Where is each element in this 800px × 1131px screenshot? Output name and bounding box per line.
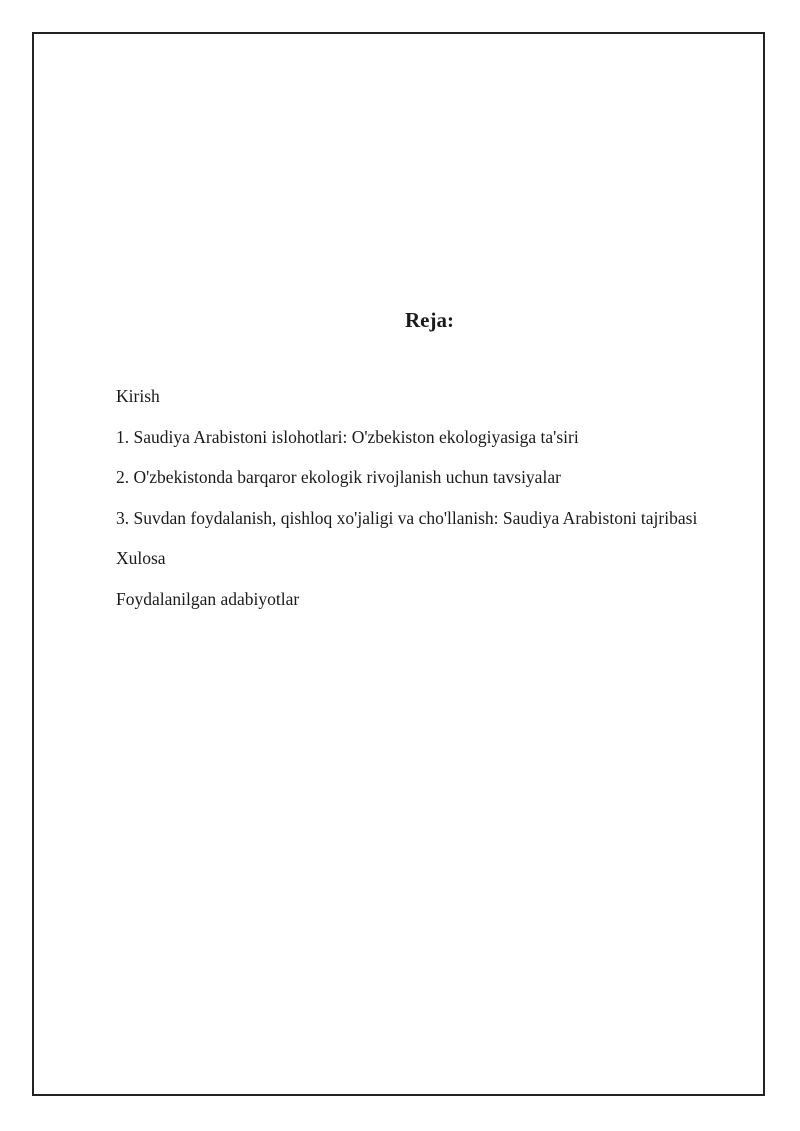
toc-item-conclusion: Xulosa <box>116 548 166 568</box>
toc-item-3: 3. Suvdan foydalanish, qishloq xo'jaligi va cho'llanish: Saudiya Arabistoni tajribasi <box>116 507 698 528</box>
page-title-text: Reja: <box>405 308 454 332</box>
toc-item-1: 1. Saudiya Arabistoni islohotlari: O'zbekiston ekologiyasiga ta'siri <box>116 426 579 447</box>
toc-item-references: Foydalanilgan adabiyotlar <box>116 588 300 609</box>
table-of-contents <box>116 383 697 626</box>
toc-item-2: 2. O'zbekistonda barqaror ekologik rivojlanish uchun tavsiyalar <box>116 467 561 487</box>
toc-item-introduction: Kirish <box>116 386 160 406</box>
page-title <box>34 306 763 334</box>
page-border <box>32 32 765 1096</box>
